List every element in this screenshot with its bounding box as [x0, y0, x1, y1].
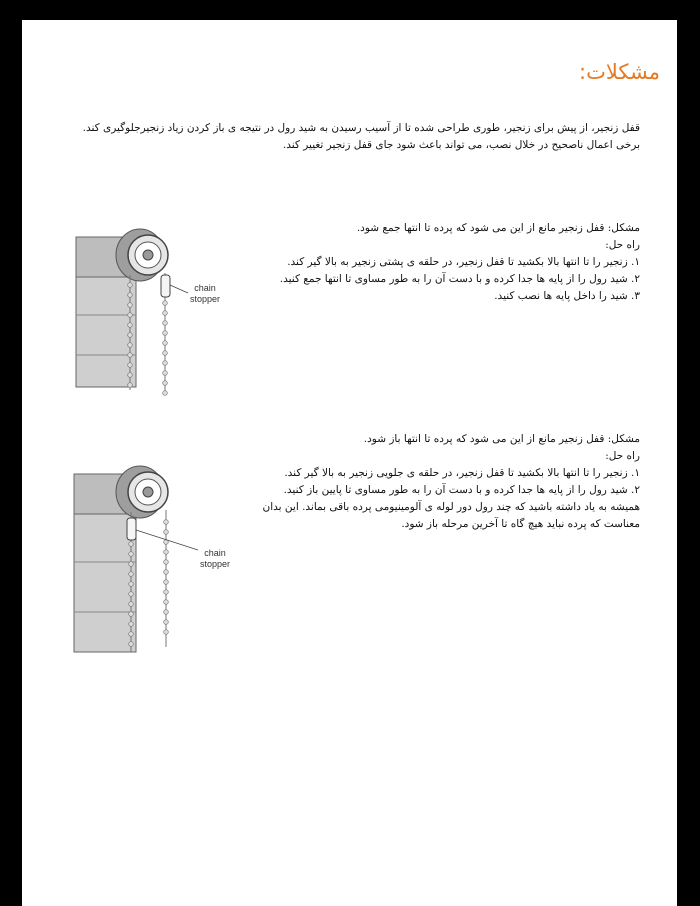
problem-2-block — [240, 431, 640, 533]
roller-blind-illustration-2 — [68, 452, 258, 657]
solution-step: ۳. شید را داخل پایه ها نصب کنید. — [494, 290, 640, 302]
intro-paragraph — [40, 120, 640, 154]
solution-step: ۱. زنجیر را تا انتها بالا بکشید تا قفل زنجیر، در حلقه ی جلویی زنجیر به بالا گیر کند. — [284, 467, 640, 479]
page-title: مشکلات: — [579, 60, 660, 84]
chain-stopper-label — [200, 548, 230, 570]
document-page — [22, 20, 677, 906]
problem-statement: مشکل: قفل زنجیر مانع از این می شود که پرده تا انتها باز شود. — [363, 433, 640, 445]
solution-step: ۱. زنجیر را تا انتها بالا بکشید تا قفل زنجیر، در حلقه ی پشتی زنجیر به بالا گیر کند. — [287, 256, 640, 268]
problem-statement: مشکل: قفل زنجیر مانع از این می شود که پرده تا انتها جمع شود. — [356, 222, 640, 234]
label-line: chain — [204, 548, 226, 558]
intro-line: قفل زنجیر، از پیش برای زنجیر، طوری طراحی شده تا از آسیب رسیدن به شید رول در نتیجه ی باز کردن زیاد زنجیرجلوگیری کند. — [82, 122, 640, 134]
solution-step: ۲. شید رول را از پایه ها جدا کرده و با دست آن را به طور مساوی تا پایین باز کنید. — [283, 484, 640, 496]
solution-label: راه حل: — [605, 239, 640, 251]
label-line: stopper — [190, 294, 221, 304]
problem-1-block — [260, 220, 640, 305]
label-line: chain — [194, 283, 216, 293]
note-line: همیشه به یاد داشته باشید که چند رول دور لوله ی آلومینیومی پرده باقی بماند. این بدان — [262, 501, 640, 513]
label-line: stopper — [200, 559, 231, 569]
note-line: معناست که پرده نباید هیچ گاه تا آخرین مرحله باز شود. — [401, 518, 640, 530]
roller-blind-drawing — [70, 215, 250, 405]
chain-stopper-label — [190, 283, 220, 305]
intro-line: برخی اعمال ناصحیح در خلال نصب، می تواند باعث شود جای قفل زنجیر تغییر کند. — [282, 139, 640, 151]
roller-blind-illustration-1 — [70, 215, 250, 405]
solution-label: راه حل: — [605, 450, 640, 462]
solution-step: ۲. شید رول را از پایه ها جدا کرده و با دست آن را به طور مساوی تا انتها جمع کنید. — [279, 273, 640, 285]
